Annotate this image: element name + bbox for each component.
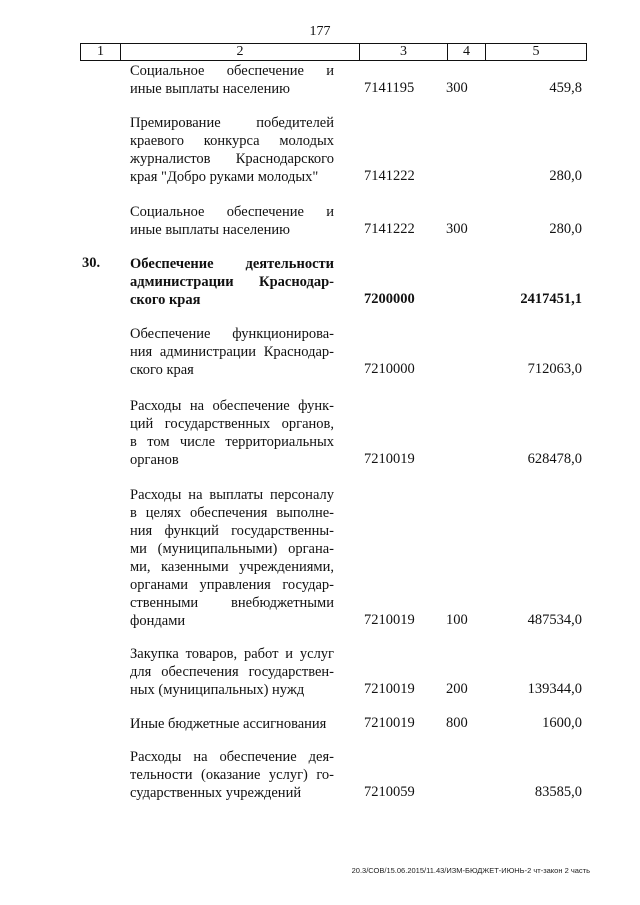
row-expense-type: 300: [446, 80, 468, 96]
description-line: Расходы на выплаты персоналу: [130, 487, 334, 503]
description-line: тельности (оказание услуг) го-: [130, 767, 334, 783]
table-header: [80, 43, 587, 61]
description-line: ций государственных органов,: [130, 416, 334, 432]
description-line: Обеспечение деятельности: [130, 256, 334, 272]
footer-code: 20.3/СОВ/15.06.2015/11.43/ИЗМ-БЮДЖЕТ-ИЮНЬ-2 чт-закон 2 часть: [351, 866, 590, 875]
description-line: Иные бюджетные ассигнования: [130, 716, 327, 732]
row-description: [130, 62, 334, 98]
row-number: 30.: [82, 255, 101, 271]
description-line: сударственных учреждений: [130, 785, 302, 801]
description-line: ния функций государственны-: [130, 523, 334, 539]
row-description: [130, 715, 334, 733]
row-code: 7210019: [364, 451, 415, 467]
row-expense-type: 300: [446, 221, 468, 237]
row-amount: 83585,0: [534, 784, 582, 800]
description-line: ми (муниципальными) органа-: [130, 541, 334, 557]
description-line: ственными внебюджетными: [130, 595, 334, 611]
row-amount: 280,0: [549, 168, 582, 184]
description-line: ского края: [130, 362, 194, 378]
row-code: 7141195: [364, 80, 415, 96]
description-line: Закупка товаров, работ и услуг: [130, 646, 334, 662]
row-description: [130, 645, 334, 699]
description-line: журналистов Краснодарского: [130, 151, 334, 167]
row-description: [130, 203, 334, 239]
description-line: для обеспечения государствен-: [130, 664, 334, 680]
description-line: в том числе территориальных: [130, 434, 334, 450]
description-line: ми, казенными учреждениями,: [130, 559, 334, 575]
row-code: 7210019: [364, 715, 415, 731]
description-line: иные выплаты населению: [130, 222, 290, 238]
row-code: 7200000: [364, 291, 415, 307]
page-number: 177: [309, 24, 331, 39]
row-amount: 487534,0: [527, 612, 582, 628]
description-line: Расходы на обеспечение функ-: [130, 398, 334, 414]
row-code: 7141222: [364, 221, 415, 237]
description-line: органов: [130, 452, 179, 468]
row-description: [130, 748, 334, 802]
row-expense-type: 100: [446, 612, 468, 628]
row-expense-type: 200: [446, 681, 468, 697]
description-line: в целях обеспечения выполне-: [130, 505, 334, 521]
description-line: ных (муниципальных) нужд: [130, 682, 305, 698]
header-col-3: 3: [360, 44, 448, 60]
row-description: [130, 325, 334, 379]
description-line: края "Добро руками молодых": [130, 169, 319, 185]
row-description: [130, 486, 334, 630]
row-amount: 459,8: [549, 80, 582, 96]
row-code: 7210059: [364, 784, 415, 800]
row-amount: 139344,0: [527, 681, 582, 697]
description-line: Социальное обеспечение и: [130, 204, 334, 220]
row-code: 7210000: [364, 361, 415, 377]
row-code: 7210019: [364, 681, 415, 697]
description-line: фондами: [130, 613, 186, 629]
description-line: иные выплаты населению: [130, 81, 290, 97]
row-amount: 280,0: [549, 221, 582, 237]
row-amount: 628478,0: [527, 451, 582, 467]
description-line: ния администрации Краснодар-: [130, 344, 334, 360]
row-code: 7210019: [364, 612, 415, 628]
row-amount: 712063,0: [527, 361, 582, 377]
header-col-2: 2: [121, 44, 360, 60]
header-col-1: 1: [81, 44, 121, 60]
row-description: [130, 114, 334, 186]
description-line: органами управления государ-: [130, 577, 334, 593]
description-line: администрации Краснодар-: [130, 274, 334, 290]
row-expense-type: 800: [446, 715, 468, 731]
description-line: ского края: [130, 292, 201, 308]
header-col-4: 4: [448, 44, 486, 60]
description-line: Социальное обеспечение и: [130, 63, 334, 79]
description-line: краевого конкурса молодых: [130, 133, 334, 149]
row-description: [130, 255, 334, 309]
row-amount: 2417451,1: [520, 291, 582, 307]
description-line: Премирование победителей: [130, 115, 334, 131]
row-amount: 1600,0: [542, 715, 582, 731]
description-line: Расходы на обеспечение дея-: [130, 749, 334, 765]
row-description: [130, 397, 334, 469]
description-line: Обеспечение функционирова-: [130, 326, 334, 342]
row-code: 7141222: [364, 168, 415, 184]
header-col-5: 5: [532, 44, 540, 59]
